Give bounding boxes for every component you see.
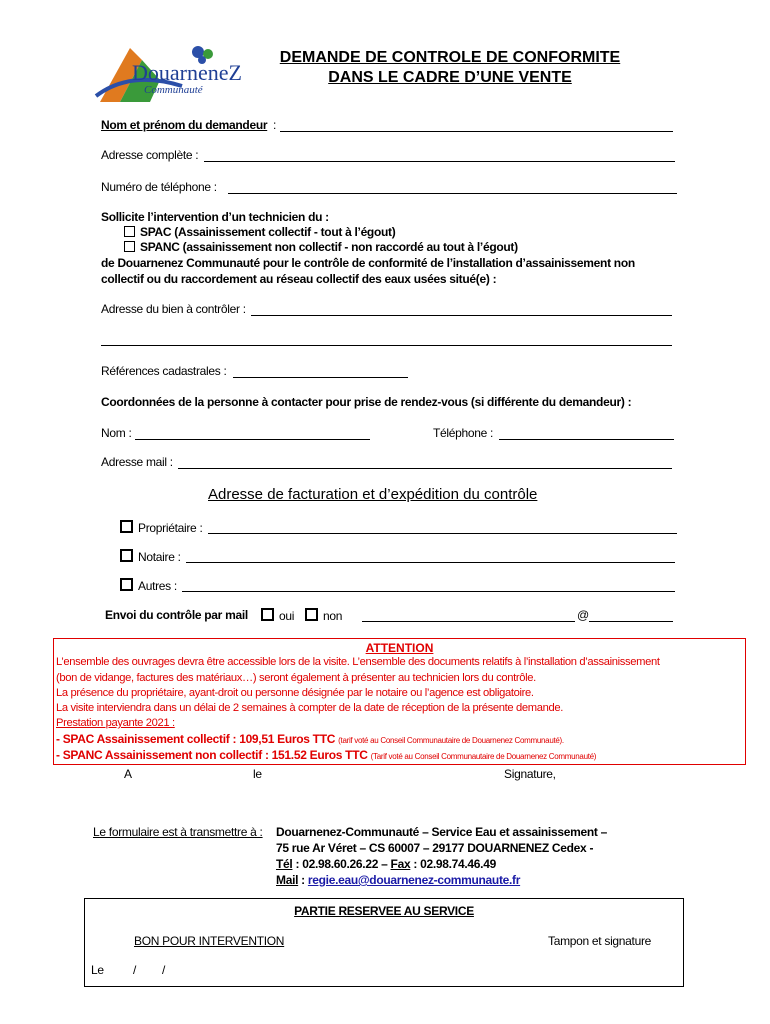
mail-link[interactable]: regie.eau@douarnenez-communaute.fr	[307, 873, 521, 887]
attention-title: ATTENTION	[365, 641, 434, 655]
notaire-label: Notaire :	[138, 550, 181, 564]
envoi-oui-option[interactable]	[261, 608, 294, 623]
attention-p5: Prestation payante 2021 :	[56, 717, 175, 729]
nom-demandeur-colon: :	[273, 118, 277, 132]
non-checkbox[interactable]	[305, 608, 318, 621]
contact-nom-field[interactable]	[135, 439, 370, 440]
transmission-line2: 75 rue Ar Véret – CS 60007 – 29177 DOUARNENEZ Cedex -	[276, 841, 594, 855]
signature-label: Signature,	[504, 767, 556, 781]
attention-p3: La présence du propriétaire, ayant-droit ou personne désignée par le notaire ou l’agence est obligatoire.	[56, 687, 534, 699]
tel-value: : 02.98.60.26.22 –	[292, 857, 391, 871]
spac-checkbox[interactable]	[124, 226, 135, 237]
contact-tel-label: Téléphone :	[433, 426, 494, 440]
transmission-phone-row	[276, 857, 496, 871]
proprietaire-option[interactable]	[120, 520, 203, 535]
autres-label: Autres :	[138, 579, 177, 593]
spanc-label: SPANC (assainissement non collectif - non raccordé au tout à l’égout)	[140, 240, 518, 254]
date-slash-1: /	[133, 963, 137, 977]
date-slash-2: /	[162, 963, 166, 977]
spac-label: SPAC (Assainissement collectif - tout à l’égout)	[140, 225, 396, 239]
autres-checkbox[interactable]	[120, 578, 133, 591]
adresse-bien-field-2[interactable]	[101, 345, 672, 346]
envoi-mail-label: Envoi du contrôle par mail	[105, 608, 248, 622]
adresse-bien-label: Adresse du bien à contrôler :	[101, 302, 246, 316]
sign-le: le	[253, 767, 262, 781]
proprietaire-label: Propriétaire :	[138, 521, 203, 535]
notaire-field[interactable]	[186, 562, 675, 563]
refs-cadastrales-field[interactable]	[233, 377, 408, 378]
title-line2: DANS LE CADRE D’UNE VENTE	[328, 69, 572, 86]
contact-tel-field[interactable]	[499, 439, 674, 440]
proprietaire-field[interactable]	[208, 533, 677, 534]
at-sign: @	[577, 608, 589, 622]
bon-pour-intervention: BON POUR INTERVENTION	[134, 934, 285, 948]
contact-mail-label: Adresse mail :	[101, 455, 173, 469]
fax-label: Fax	[390, 857, 411, 871]
email-domain-field[interactable]	[589, 621, 673, 622]
logo	[90, 40, 242, 108]
tel-label: Tél	[276, 857, 293, 871]
email-local-field[interactable]	[362, 621, 575, 622]
sollicite-line4: collectif ou du raccordement au réseau collectif des eaux usées situé(e) :	[101, 272, 497, 286]
spanc-note: (Tarif voté au Conseil Communautaire de Douarnenez Communauté)	[370, 752, 597, 761]
nom-demandeur-label: Nom et prénom du demandeur	[101, 118, 268, 132]
attention-box	[53, 638, 746, 765]
service-box	[84, 898, 684, 987]
adresse-field[interactable]	[204, 161, 675, 162]
notaire-option[interactable]	[120, 549, 181, 564]
non-label: non	[323, 609, 343, 623]
oui-label: oui	[279, 609, 295, 623]
spac-price: - SPAC Assainissement collectif : 109,51 Euros TTC	[56, 732, 336, 746]
attention-p1: L’ensemble des ouvrages devra être accessible lors de la visite. L’ensemble des documents relatifs à l’installation d’assainissement	[56, 656, 660, 668]
telephone-label: Numéro de téléphone :	[101, 180, 217, 194]
service-title: PARTIE RESERVEE AU SERVICE	[294, 904, 474, 918]
oui-checkbox[interactable]	[261, 608, 274, 621]
spanc-price-row	[56, 748, 596, 762]
nom-demandeur-field[interactable]	[280, 131, 673, 132]
spanc-option[interactable]	[124, 240, 518, 254]
proprietaire-checkbox[interactable]	[120, 520, 133, 533]
logo-brand: DouarneneZ	[132, 60, 242, 85]
spanc-price: - SPANC Assainissement non collectif : 151.52 Euros TTC	[56, 748, 368, 762]
contact-nom-label: Nom :	[101, 426, 132, 440]
refs-cadastrales-label: Références cadastrales :	[101, 364, 227, 378]
adresse-bien-field[interactable]	[251, 315, 672, 316]
notaire-checkbox[interactable]	[120, 549, 133, 562]
transmission-label: Le formulaire est à transmettre à :	[93, 825, 263, 839]
autres-option[interactable]	[120, 578, 177, 593]
spac-price-row	[56, 732, 564, 746]
spac-note: (tarif voté au Conseil Communautaire de Douarnenez Communauté).	[338, 736, 564, 745]
facturation-heading: Adresse de facturation et d’expédition du contrôle	[208, 486, 538, 503]
contact-mail-field[interactable]	[178, 468, 672, 469]
attention-p2: (bon de vidange, factures des matériaux…) seront également à présenter au technicien lors du contrôle.	[56, 672, 536, 684]
telephone-field[interactable]	[228, 193, 677, 194]
mail-label: Mail	[276, 873, 299, 887]
logo-sub: Communauté	[144, 84, 203, 96]
sign-a: A	[124, 767, 132, 781]
service-le: Le	[91, 963, 104, 977]
sollicite-line3: de Douarnenez Communauté pour le contrôle de conformité de l’installation d’assainissement non	[101, 256, 635, 270]
adresse-label: Adresse complète :	[101, 148, 199, 162]
envoi-non-option[interactable]	[305, 608, 342, 623]
mail-sep: :	[298, 873, 308, 887]
page-title	[255, 48, 645, 88]
spac-option[interactable]	[124, 225, 395, 239]
title-line1: DEMANDE DE CONTROLE DE CONFORMITE	[279, 49, 621, 66]
fax-value: : 02.98.74.46.49	[410, 857, 496, 871]
autres-field[interactable]	[182, 591, 675, 592]
tampon-signature: Tampon et signature	[548, 934, 652, 948]
attention-p4: La visite interviendra dans un délai de 2 semaines à compter de la date de réception de la présente demande.	[56, 702, 564, 714]
contact-heading: Coordonnées de la personne à contacter pour prise de rendez-vous (si différente du demandeur) :	[101, 395, 632, 409]
transmission-line1: Douarnenez-Communauté – Service Eau et assainissement –	[276, 825, 607, 839]
sollicite-heading: Sollicite l’intervention d’un technicien du :	[101, 210, 329, 224]
transmission-mail-row	[276, 873, 520, 887]
spanc-checkbox[interactable]	[124, 241, 135, 252]
